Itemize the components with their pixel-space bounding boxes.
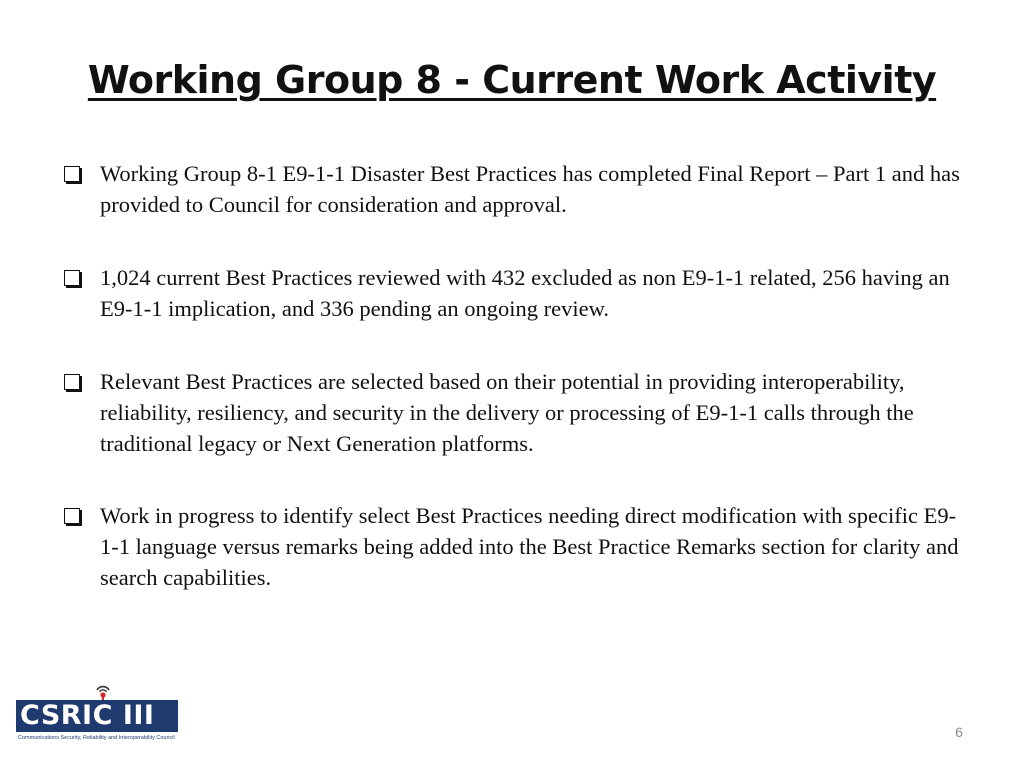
bullet-list bbox=[62, 158, 972, 635]
bullet-text: Work in progress to identify select Best Practices needing direct modification with specific E9-1-1 language versus remarks being added into the Best Practice Remarks section for clarity and search capabilities. bbox=[100, 503, 959, 590]
bullet-item bbox=[62, 262, 972, 324]
logo-tagline: Communications Security, Reliability and Interoperability Council bbox=[18, 735, 175, 741]
slide-title-text: Working Group 8 - Current Work Activity bbox=[87, 58, 937, 102]
bullet-item bbox=[62, 158, 972, 220]
bullet-text: 1,024 current Best Practices reviewed with 432 excluded as non E9-1-1 related, 256 having an E9-1-1 implication, and 336 pending an ongoing review. bbox=[100, 265, 950, 321]
bullet-item bbox=[62, 366, 972, 459]
page-number: 6 bbox=[955, 724, 963, 740]
checkbox-icon bbox=[64, 166, 80, 182]
checkbox-icon bbox=[64, 508, 80, 524]
csric-logo bbox=[16, 682, 180, 748]
checkbox-icon bbox=[64, 270, 80, 286]
signal-broadcast-icon bbox=[94, 682, 112, 702]
slide-title bbox=[0, 52, 1024, 108]
bullet-item bbox=[62, 500, 972, 593]
checkbox-icon bbox=[64, 374, 80, 390]
bullet-text: Working Group 8-1 E9-1-1 Disaster Best Practices has completed Final Report – Part 1 and has provided to Council for consideration and approval. bbox=[100, 161, 960, 217]
logo-wordmark: CSRIC III bbox=[16, 700, 178, 732]
bullet-text: Relevant Best Practices are selected based on their potential in providing interoperability, reliability, resiliency, and security in the delivery or processing of E9-1-1 calls through the traditional legacy or Next Generation platforms. bbox=[100, 369, 914, 456]
